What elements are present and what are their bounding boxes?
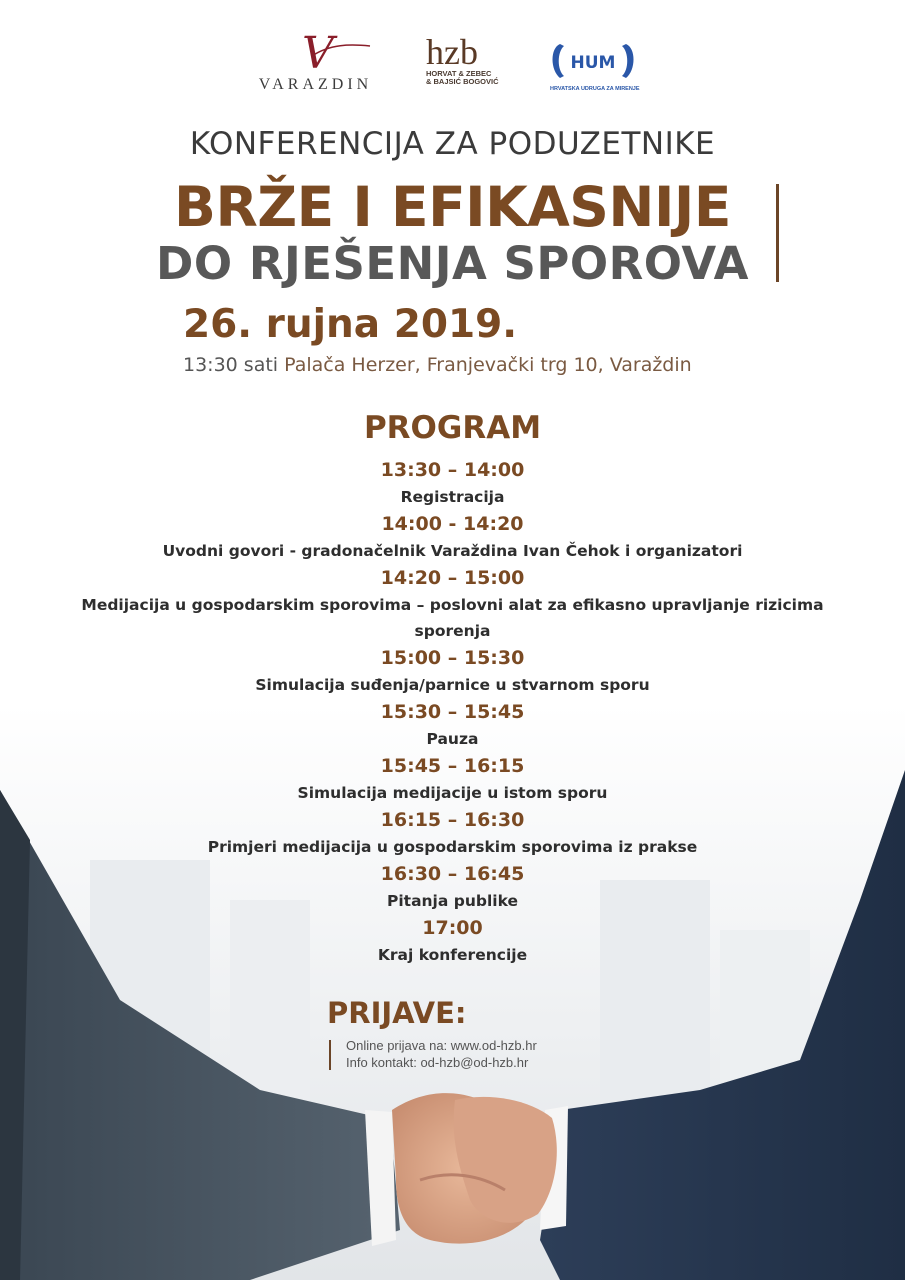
program-slot [60,860,845,914]
registration-info-email[interactable]: od-hzb@od-hzb.hr [420,1055,529,1070]
program-slot [60,752,845,806]
conference-kicker: KONFERENCIJA ZA PODUZETNIKE [189,126,716,162]
slot-description: Pauza [426,730,479,748]
headline-accent-bar [776,184,779,282]
program-slot [60,510,845,564]
headline-line-2: DO RJEŠENJA SPOROVA [156,237,749,290]
slot-description: Medijacija u gospodarskim sporovima – poslovni alat za efikasno upravljanje rizicima sporenja [81,596,824,640]
slot-time: 16:15 – 16:30 [380,809,525,831]
varazdin-logo [248,28,383,96]
slot-description: Simulacija medijacije u istom sporu [297,784,608,802]
slot-description: Pitanja publike [386,892,518,910]
registration-info-line [346,1055,528,1070]
program-list [60,456,845,968]
slot-time: 15:30 – 15:45 [380,701,525,723]
registration-title: PRIJAVE: [327,996,467,1030]
slot-time: 14:00 - 14:20 [381,513,524,535]
registration-accent-bar [329,1040,331,1070]
program-slot [60,806,845,860]
slot-time: 15:45 – 16:15 [380,755,525,777]
event-location-text: Palača Herzer, Franjevački trg 10, Varaždin [284,354,692,376]
event-time-location [183,354,692,376]
program-slot [60,698,845,752]
slot-time: 14:20 – 15:00 [380,567,525,589]
slot-time: 17:00 [422,917,483,939]
registration-online-label: Online prijava na: [346,1038,448,1053]
slot-time: 16:30 – 16:45 [380,863,525,885]
hum-mark: HUM [570,53,616,73]
event-date: 26. rujna 2019. [183,302,518,347]
program-title: PROGRAM [363,410,542,446]
varazdin-v-mark: V [302,28,334,79]
program-slot [60,456,845,510]
slot-time: 13:30 – 14:00 [380,459,525,481]
hzb-line-2: & BAJSIĆ BOGOVIĆ [426,77,499,86]
registration-online-line [346,1038,537,1053]
event-time: 13:30 sati [183,354,279,376]
headline-line-1: BRŽE I EFIKASNIJE [174,175,731,239]
slot-description: Primjeri medijacija u gospodarskim sporovima iz prakse [207,838,698,856]
program-slot [60,644,845,698]
hum-subtitle: HRVATSKA UDRUGA ZA MIRENJE [550,86,640,92]
hum-logo [548,40,658,100]
varazdin-logo-name: VARAZDIN [258,76,373,93]
registration-info-label: Info kontakt: [346,1055,417,1070]
program-slot [60,914,845,968]
slot-description: Kraj konferencije [377,946,528,964]
hzb-line-1: HORVAT & ZEBEC [426,69,492,78]
slot-description: Registracija [400,488,505,506]
slot-description: Uvodni govori - gradonačelnik Varaždina Ivan Čehok i organizatori [162,542,743,560]
hum-brackets-icon [548,40,648,84]
varazdin-swash-icon [310,42,372,60]
hzb-mark: hzb [426,32,478,72]
slot-description: Simulacija suđenja/parnice u stvarnom sporu [255,676,650,694]
hzb-logo [418,34,508,98]
program-slot [60,564,845,644]
slot-time: 15:00 – 15:30 [380,647,525,669]
registration-online-link[interactable]: www.od-hzb.hr [450,1038,537,1053]
